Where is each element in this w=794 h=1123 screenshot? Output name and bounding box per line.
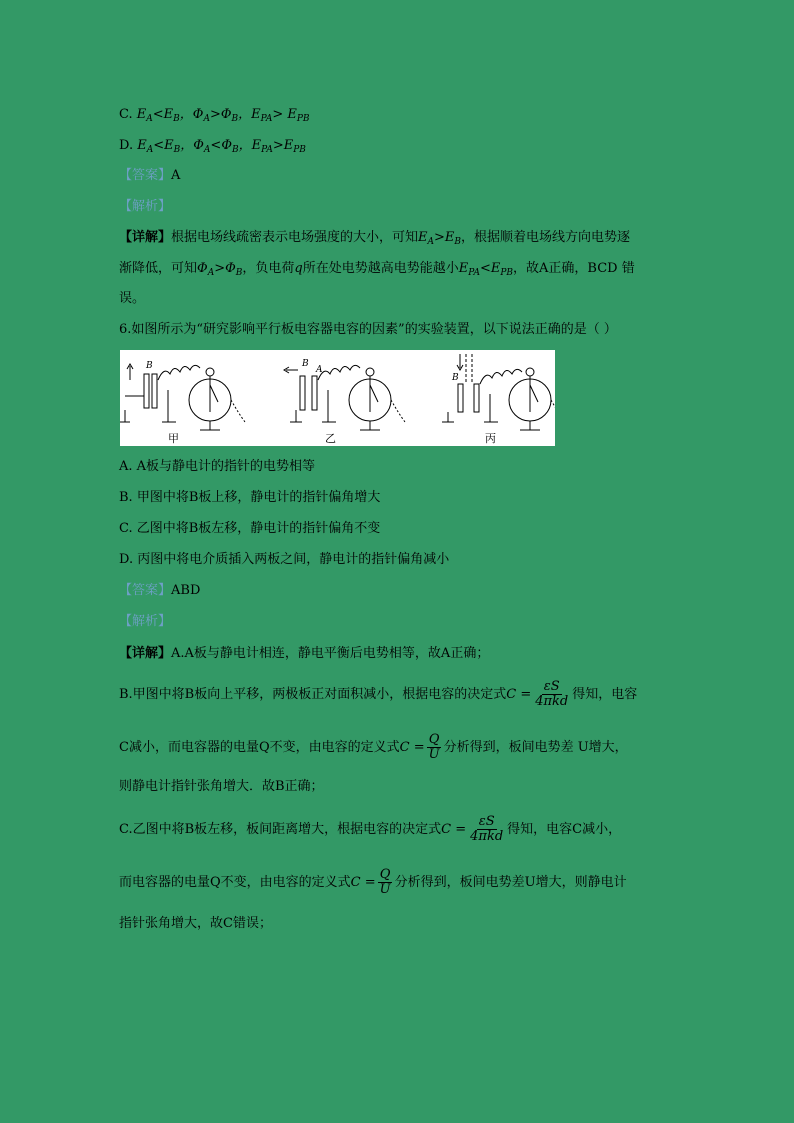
q6-detail-c2: 而电容器的电量Q不变，由电容的定义式C = $\frac{Q}{U}$ 分析得到，板间电势差U增大，则静电计	[119, 867, 627, 897]
q6-answer: 【答案】ABD	[119, 583, 201, 598]
q5-detail-line-3: 误。	[119, 291, 146, 306]
label-jia: 甲	[168, 432, 179, 445]
panel-jia	[120, 361, 245, 430]
label-bing: 丙	[485, 432, 496, 445]
capacitor-experiment-figure	[120, 350, 555, 446]
panel-yi	[284, 359, 405, 430]
option-c-prev: C. $E_A<E_B$，$\Phi_A>\Phi_B$，$E_{PA}> E_{PB}$	[119, 107, 310, 124]
option-d-prev-text: $E_A<E_B$，$\Phi_A<\Phi_B$，$E_{PA}>E_{PB}$	[137, 138, 306, 155]
svg-text:B: B	[146, 361, 153, 371]
q5-analysis-tag: 【解析】	[119, 199, 172, 214]
q6-option-a: A. A板与静电计的指针的电势相等	[119, 459, 316, 474]
svg-text:B: B	[452, 373, 459, 383]
q6-option-c: C. 乙图中将B板左移，静电计的指针偏角不变	[119, 521, 381, 536]
capacitance-definition-2: $\frac{Q}{U}$	[379, 867, 391, 897]
label-yi: 乙	[325, 432, 336, 445]
capacitance-formula: $\frac{\varepsilon S}{\text{4πkd}}$	[535, 679, 569, 709]
q5-detail-line-1: 【详解】根据电场线疏密表示电场强度的大小，可知$E_A>E_B$，根据顺着电场线方向电势逐	[119, 230, 631, 247]
q5-detail-line-2: 渐降低，可知$\Phi_A>\Phi_B$，负电荷q所在处电势越高电势能越小$E_{PA}<E_{PB}$，故A正确，BCD 错	[119, 261, 635, 278]
q6-detail-a: 【详解】A.A板与静电计相连，静电平衡后电势相等，故A正确；	[119, 646, 490, 661]
q6-option-b: B. 甲图中将B板上移，静电计的指针偏角增大	[119, 490, 381, 505]
q6-option-d: D. 丙图中将电介质插入两板之间，静电计的指针偏角减小	[119, 552, 450, 567]
svg-text:A: A	[316, 365, 323, 375]
capacitor-diagram	[120, 350, 555, 446]
q6-detail-c3: 指针张角增大，故C错误；	[119, 916, 272, 931]
panel-bing	[442, 354, 555, 430]
svg-text:B: B	[302, 359, 309, 369]
q6-analysis-tag: 【解析】	[119, 614, 172, 629]
option-d-prev: D. $E_A<E_B$，$\Phi_A<\Phi_B$，$E_{PA}>E_{PB}$	[119, 138, 306, 155]
q6-detail-b1: B.甲图中将B板向上平移，两极板正对面积减小，根据电容的决定式C = $\frac{\varepsilon S}{\text{4πkd}}$ 得知，电容	[119, 679, 638, 709]
q6-detail-b2: C减小，而电容器的电量Q不变，由电容的定义式C = $\frac{Q}{U}$ 分析得到，板间电势差 U增大，	[119, 732, 628, 762]
capacitance-definition: $\frac{Q}{U}$	[428, 732, 440, 762]
capacitance-formula-2: $\frac{\varepsilon S}{\text{4πkd}}$	[470, 814, 504, 844]
q6-detail-c1: C.乙图中将B板左移，板间距离增大，根据电容的决定式C = $\frac{\varepsilon S}{\text{4πkd}}$ 得知，电容C减小，	[119, 814, 622, 844]
option-c-prev-text: $E_A<E_B$，$\Phi_A>\Phi_B$，$E_{PA}> E_{PB}$	[136, 107, 310, 124]
answer-tag: 【答案】	[119, 168, 172, 183]
q6-stem: 6.如图所示为“研究影响平行板电容器电容的因素”的实验装置，以下说法正确的是（ ）	[119, 322, 617, 337]
q6-detail-b3: 则静电计指针张角增大．故B正确；	[119, 779, 324, 794]
q5-answer: 【答案】A	[119, 168, 181, 183]
